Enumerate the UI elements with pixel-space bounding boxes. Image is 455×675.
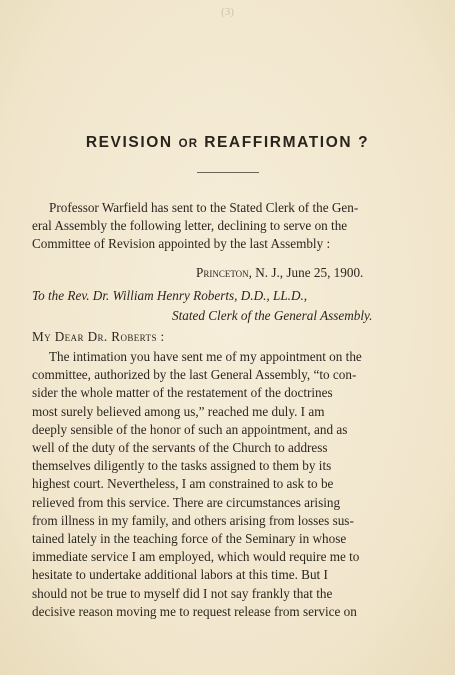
salutation-dear: Dear — [54, 329, 84, 344]
body-line: tained lately in the teaching force of the Seminary in whose — [32, 531, 347, 547]
body-line: most surely believed among us,” reached me duly. I am — [32, 403, 325, 419]
salutation-punct: : — [156, 329, 165, 344]
body-line: from illness in my family, and others arising from losses sus- — [32, 512, 354, 528]
title-rule-divider — [197, 172, 259, 173]
addressee-line-title: Stated Clerk of the General Assembly. — [172, 308, 373, 323]
page-number: (3) — [221, 6, 234, 18]
intro-paragraph — [32, 199, 358, 253]
body-line: should not be true to myself did I not say frankly that the — [32, 585, 333, 601]
title-connector: OR — [178, 138, 199, 150]
letter-body — [32, 348, 362, 621]
letter-dateline — [196, 265, 363, 281]
title-word-revision: REVISION — [85, 134, 173, 151]
body-line: decisive reason moving me to request release from service on — [32, 603, 357, 619]
intro-line: Committee of Revision appointed by the last Assembly : — [32, 236, 331, 251]
body-line: themselves diligently to the tasks assigned to them by its — [32, 458, 332, 474]
body-line: The intimation you have sent me of my appointment on the — [49, 349, 362, 364]
dateline-date: N. J., June 25, 1900. — [251, 265, 364, 280]
title-question-mark: ? — [358, 134, 370, 151]
addressee-line-name: To the Rev. Dr. William Henry Roberts, D.D., LL.D., — [32, 288, 308, 303]
body-line: committee, authorized by the last General Assembly, “to con- — [32, 367, 357, 383]
letter-salutation — [32, 329, 165, 345]
letter-addressee — [32, 286, 372, 326]
body-line: relieved from this service. There are circumstances arising — [32, 494, 341, 510]
intro-line: Professor Warfield has sent to the Stated Clerk of the Gen- — [49, 200, 359, 215]
body-line: deeply sensible of the honor of such an appointment, and as — [32, 421, 348, 437]
salutation-my: My — [32, 329, 52, 344]
body-line: hesitate to undertake additional labors at this time. But I — [32, 567, 328, 583]
body-line: sider the whole matter of the restatement of the doctrines — [32, 385, 333, 401]
salutation-name: Dr. Roberts — [87, 329, 157, 344]
body-line: immediate service I am employed, which would require me to — [32, 549, 360, 565]
dateline-place: Princeton, — [196, 265, 252, 280]
page-title — [0, 134, 455, 152]
title-word-reaffirmation: REAFFIRMATION — [204, 134, 353, 151]
body-line: well of the duty of the servants of the Church to address — [32, 440, 328, 456]
intro-line: eral Assembly the following letter, declining to serve on the — [32, 218, 348, 233]
body-line: highest court. Nevertheless, I am constrained to ask to be — [32, 476, 334, 492]
